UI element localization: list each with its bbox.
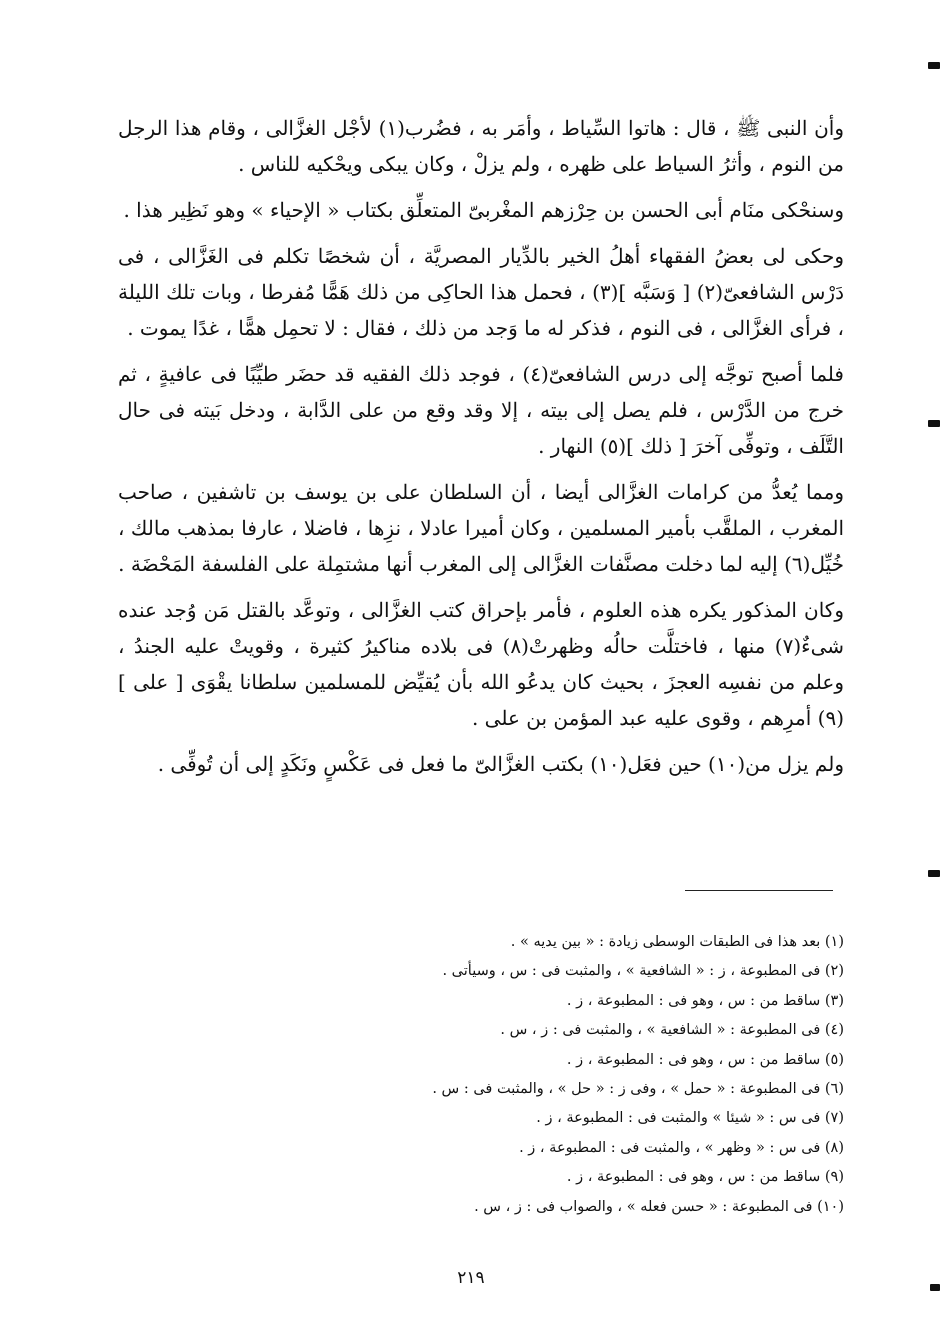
footnote-separator <box>685 890 833 891</box>
paragraph: ولم يزل من(١٠) حين فعَل(١٠) بكتب الغزَّالىّ ما فعل فى عَكْسٍ ونَكَدٍ إلى أن تُوفِّى . <box>157 752 844 776</box>
footnote: (٤) فى المطبوعة : « الشافعية » ، والمثبت فى : ز ، س . <box>500 1022 844 1039</box>
paragraph: ومما يُعدُّ من كرامات الغزَّالى أيضا ، أن السلطان على بن يوسف بن تاشفين ، صاحب المغرب ، الملقَّب بأمير المسلمين ، وكان أميرا عادلا ، نزِها ، فاضلا ، عارفا بمذهب مالك ، خُيِّل(٦) إليه لما دخلت مصنَّفات الغزَّالى إلى المغرب أنها مشتمِلة على الفلسفة المَحْضَة . <box>118 480 844 576</box>
scan-mark <box>930 1284 940 1291</box>
scan-mark <box>928 870 940 877</box>
footnote: (٩) ساقط من : س ، وهو فى : المطبوعة ، ز . <box>566 1169 844 1186</box>
paragraph: وحكى لى بعضُ الفقهاء أهلُ الخير بالدِّيار المصريَّة ، أن شخصًا تكلم فى الغَزَّالى ، فى دَرْس الشافعىّ(٢) [ وَسَبَّه ](٣) ، فحمل هذا الحاكِى من ذلك هَمًّا مُفرطا ، وبات تلك الليلة ، فرأى الغزَّالى ، فى النوم ، فذكر له ما وَجد من ذلك ، فقال : لا تحمِل همًّا ، غدًا يموت . <box>118 244 844 340</box>
footnotes <box>380 928 844 1222</box>
paragraph: وكان المذكور يكره هذه العلوم ، فأمر بإحراق كتب الغزَّالى ، وتوعَّد بالقتل مَن وُجد عنده شىءٌ(٧) منها ، فاختلَّت حالُه وظهرتْ(٨) فى بلاده مناكيرُ كثيرة ، وقويتْ عليه الجندُ ، وعلم من نفسِه العجزَ ، بحيث كان يدعُو الله بأن يُقيِّض للمسلمين سلطانا يقْوَى [ على ](٩) أمرِهم ، وقوى عليه عبد المؤمن بن على . <box>118 598 844 730</box>
footnote: (٧) فى س : « شيئا » والمثبت فى : المطبوعة ، ز . <box>536 1110 844 1127</box>
scan-mark <box>928 62 940 69</box>
scan-mark <box>928 420 940 427</box>
paragraph: وسنحْكى منَام أبى الحسن بن حِرْزهم المغْربىّ المتعلِّق بكتاب « الإحياء » وهو نَظِير هذا . <box>123 198 844 222</box>
page-number: ٢١٩ <box>457 1268 485 1288</box>
footnote: (٨) فى س : « وظهر » ، والمثبت فى : المطبوعة ، ز . <box>519 1139 844 1156</box>
footnote: (٦) فى المطبوعة : « حمل » ، وفى ز : « حل » ، والمثبت فى : س . <box>432 1081 844 1098</box>
paragraph: وأن النبى ﷺ ، قال : هاتوا السِّياط ، وأمَر به ، فضُرب(١) لأجْل الغزَّالى ، وقام هذا الرجل من النوم ، وأثرُ السياط على ظهره ، ولم يزلْ ، وكان يبكى ويحْكيه للناس . <box>118 116 844 176</box>
main-text <box>118 110 844 782</box>
footnote: (٥) ساقط من : س ، وهو فى : المطبوعة ، ز . <box>566 1051 844 1068</box>
footnote: (٢) فى المطبوعة ، ز : « الشافعية » ، والمثبت فى : س ، وسيأتى . <box>442 963 844 980</box>
paragraph: فلما أصبح توجَّه إلى درس الشافعىّ(٤) ، فوجد ذلك الفقيه قد حضَر طيِّبًا فى عافيةٍ ، ثم خرج من الدَّرْس ، فلم يصل إلى بيته ، إلا وقد وقع من على الدَّابة ، ودخل بَيته فى حال التَّلَف ، وتوفِّى آخرَ [ ذلك ](٥) النهار . <box>118 362 845 458</box>
footnote: (٣) ساقط من : س ، وهو فى : المطبوعة ، ز . <box>566 992 844 1009</box>
footnote: (١) بعد هذا فى الطبقات الوسطى زيادة : « بين يديه » . <box>510 934 844 950</box>
footnote: (١٠) فى المطبوعة : « حسن فعله » ، والصواب فى : ز ، س . <box>474 1198 844 1215</box>
